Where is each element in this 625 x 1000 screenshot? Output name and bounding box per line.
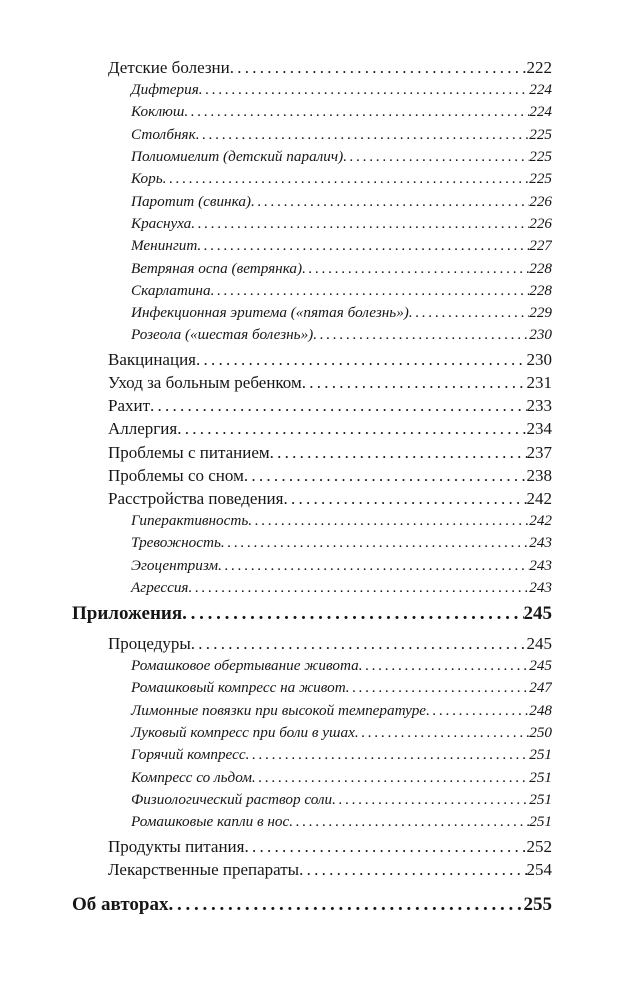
toc-entry[interactable] [72,894,552,923]
toc-entry-title: Тревожность [131,534,221,552]
toc-entry[interactable] [72,103,552,125]
toc-entry-page-number: 226 [529,214,552,232]
dot-leader [426,702,529,720]
dot-leader [199,81,529,99]
toc-entry-title: Об авторах [72,893,169,915]
toc-entry-title: Полиомиелит (детский паралич) [131,148,344,166]
toc-entry[interactable] [72,679,552,701]
toc-entry[interactable] [72,512,552,534]
dot-leader [177,419,526,439]
toc-entry-title: Ромашковые капли в нос [131,813,290,831]
toc-entry[interactable] [72,419,552,442]
dot-leader [332,791,529,809]
toc-entry-title: Рахит [108,396,151,416]
toc-entry-title: Процедуры [108,634,191,653]
toc-entry[interactable] [72,746,552,768]
toc-entry-page-number: 242 [526,488,552,508]
toc-upper-section [72,58,552,601]
dot-leader [182,603,523,625]
dot-leader [246,746,530,764]
toc-entry[interactable] [72,215,552,237]
toc-entry-page-number: 238 [526,465,552,485]
toc-entry-page-number: 222 [526,58,552,77]
toc-entry-title: Расстройства поведения [108,488,284,508]
dot-leader [163,170,530,188]
toc-entry[interactable] [72,813,552,835]
toc-entry[interactable] [72,657,552,679]
toc-entry[interactable] [72,769,552,791]
toc-entry[interactable] [72,724,552,746]
toc-entry-page-number: 224 [529,103,552,121]
toc-entry-title: Дифтерия [131,81,199,99]
dot-leader [252,769,529,787]
toc-entry-page-number: 247 [529,679,552,697]
dot-leader [359,657,529,675]
toc-entry-title: Лимонные повязки при высокой температуре [131,701,427,719]
dot-leader [244,837,526,857]
dot-leader [191,634,527,654]
dot-leader [343,148,529,166]
toc-entry-title: Проблемы с питанием [108,442,270,462]
toc-entry-title: Ромашковое обертывание живота [131,657,359,675]
toc-entry-page-number: 245 [526,634,552,653]
dot-leader [289,813,529,831]
dot-leader [197,237,529,255]
toc-entry-page-number: 231 [526,372,552,392]
toc-entry-title: Эгоцентризм [131,556,219,574]
toc-entry-title: Ветряная оспа (ветрянка) [131,259,303,277]
toc-entry[interactable] [72,634,552,657]
toc-entry-page-number: 242 [529,512,552,530]
toc-entry-page-number: 251 [529,746,552,764]
toc-entry-page-number: 251 [529,790,552,808]
toc-entry[interactable] [72,282,552,304]
dot-leader [184,103,529,121]
toc-entry[interactable] [72,534,552,556]
toc-entry[interactable] [72,326,552,348]
toc-entry-title: Вакцинация [108,349,196,369]
toc-lower-section [72,603,552,923]
toc-entry[interactable] [72,466,552,489]
dot-leader [270,443,527,463]
toc-entry-title: Скарлатина [131,281,211,299]
toc-entry-title: Краснуха [131,214,192,232]
toc-entry[interactable] [72,557,552,579]
toc-entry-title: Столбняк [131,125,196,143]
toc-entry-title: Розеола («шестая болезнь») [131,326,314,344]
toc-entry-title: Агрессия [131,578,189,596]
toc-entry-page-number: 245 [529,657,552,675]
toc-entry-title: Компресс со льдом [131,768,252,786]
toc-entry[interactable] [72,237,552,259]
toc-entry-page-number: 243 [529,556,552,574]
dot-leader [251,193,529,211]
toc-entry-title: Физиологический раствор соли [131,790,333,808]
toc-entry[interactable] [72,860,552,883]
toc-entry[interactable] [72,170,552,192]
toc-entry-title: Уход за больным ребенком [108,372,302,392]
toc-entry-page-number: 228 [529,281,552,299]
toc-entry[interactable] [72,81,552,103]
toc-entry-title: Менингит [131,237,198,255]
dot-leader [188,579,529,597]
toc-entry-title: Корь [131,170,163,188]
toc-entry-page-number: 229 [529,304,552,322]
toc-entry[interactable] [72,443,552,466]
toc-entry-title: Лекарственные препараты [108,859,300,879]
dot-leader [191,215,529,233]
toc-entry-page-number: 251 [529,768,552,786]
toc-entry-page-number: 248 [529,701,552,719]
toc-entry-title: Ромашковый компресс на живот [131,679,346,697]
dot-leader [248,512,529,530]
toc-entry-title: Инфекционная эритема («пятая болезнь») [131,304,409,322]
toc-entry[interactable] [72,58,552,81]
toc-entry[interactable] [72,350,552,373]
dot-leader [168,894,523,916]
toc-entry-title: Луковый компресс при боли в ушах [131,724,355,742]
dot-leader [196,350,527,370]
dot-leader [283,489,526,509]
toc-entry-page-number: 245 [523,603,552,624]
toc-entry[interactable] [72,603,552,632]
toc-entry-page-number: 233 [526,396,552,416]
toc-entry-page-number: 227 [529,237,552,255]
dot-leader [313,326,529,344]
toc-entry-page-number: 228 [529,259,552,277]
toc-entry-title: Паротит (свинка) [131,192,251,210]
toc-entry-page-number: 243 [529,578,552,596]
toc-entry-page-number: 225 [529,125,552,143]
toc-entry-page-number: 251 [529,813,552,831]
toc-entry[interactable] [72,702,552,724]
dot-leader [150,396,526,416]
toc-entry-page-number: 250 [529,724,552,742]
dot-leader [299,860,526,880]
toc-entry-page-number: 226 [529,192,552,210]
toc-entry[interactable] [72,837,552,860]
toc-entry[interactable] [72,579,552,601]
dot-leader [221,534,529,552]
toc-entry-title: Аллергия [108,419,178,439]
toc-entry[interactable] [72,396,552,419]
dot-leader [409,304,529,322]
dot-leader [230,58,527,78]
toc-entry-title: Коклюш [131,103,185,121]
dot-leader [211,282,530,300]
toc-entry[interactable] [72,260,552,282]
dot-leader [302,260,529,278]
dot-leader [244,466,527,486]
toc-entry-page-number: 225 [529,170,552,188]
toc-entry[interactable] [72,193,552,215]
toc-entry[interactable] [72,126,552,148]
toc-entry-page-number: 255 [523,893,552,915]
toc-entry-title: Горячий компресс [131,746,246,764]
toc-entry[interactable] [72,373,552,396]
toc-entry-title: Продукты питания [108,836,245,856]
toc-entry-page-number: 252 [526,836,552,856]
dot-leader [302,373,527,393]
dot-leader [196,126,530,144]
toc-entry-title: Гиперактивность [131,512,249,530]
toc-entry[interactable] [72,304,552,326]
toc-entry-title: Проблемы со сном [108,465,244,485]
toc-entry-page-number: 254 [526,859,552,879]
toc-entry[interactable] [72,791,552,813]
toc-entry-page-number: 230 [526,349,552,369]
toc-entry-title: Детские болезни [108,58,230,77]
toc-entry-page-number: 224 [529,81,552,99]
toc-entry-page-number: 230 [529,326,552,344]
toc-entry-page-number: 243 [529,534,552,552]
toc-entry-page-number: 225 [529,148,552,166]
dot-leader [355,724,529,742]
toc-entry[interactable] [72,489,552,512]
toc-entry[interactable] [72,148,552,170]
toc-entry-page-number: 237 [526,442,552,462]
dot-leader [346,679,529,697]
dot-leader [218,557,529,575]
toc-entry-page-number: 234 [526,419,552,439]
toc-entry-title: Приложения [72,603,183,624]
